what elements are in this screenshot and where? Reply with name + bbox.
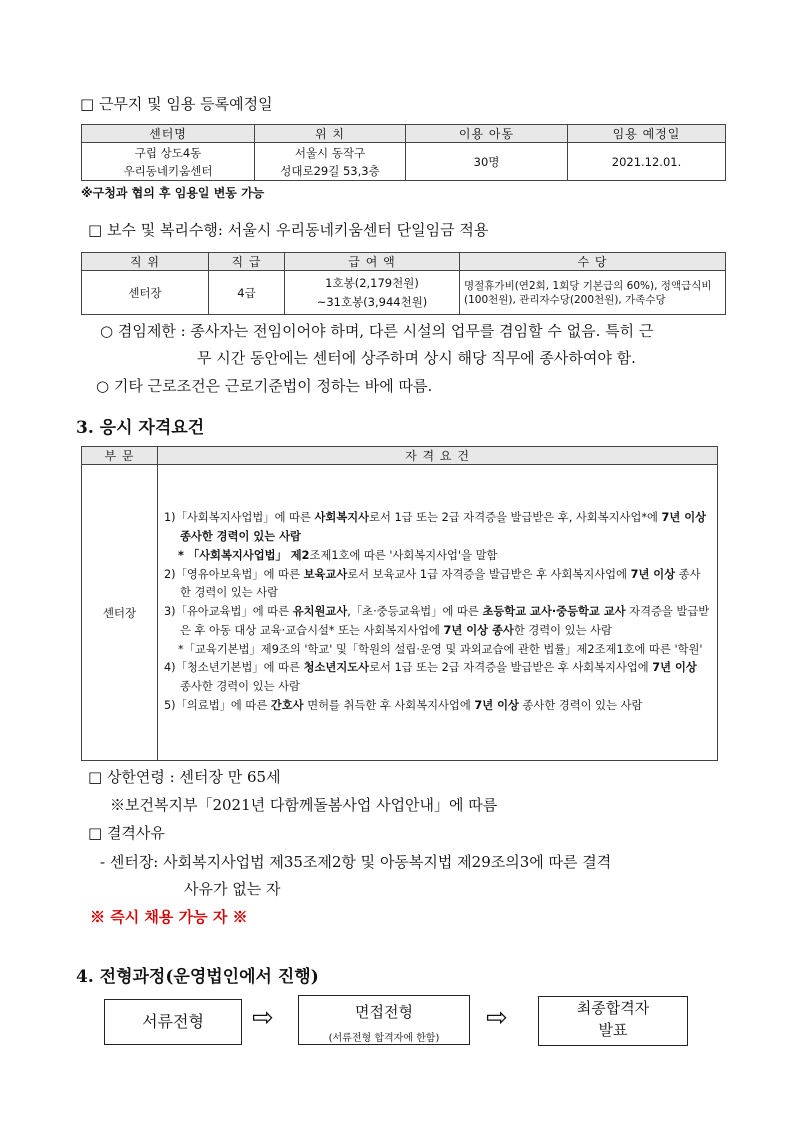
interview-sublabel: (서류전형 합격자에 한함) [328,1033,440,1044]
final-label-line2: 발표 [598,1021,628,1039]
section-workplace-title: □ 근무지 및 임용 등록예정일 [80,95,273,113]
requirement-item-1: 1)「사회복지사업법」에 따른 사회복지사로서 1급 또는 2급 자격증을 발급받은 후, 사회복지사업*에 7년 이상 종사한 경력이 있는 사람 [164,511,707,543]
age-limit-line: □ 상한연령 : 센터장 만 65세 [88,768,281,786]
cell-center-name [82,143,255,181]
process-step-interview [298,995,470,1045]
section3-title: 3. 응시 자격요건 [76,418,205,438]
requirement-note-1: * 「사회복지사업법」 제2조제1호에 따른 '사회복지사업'을 말함 [178,548,498,562]
cell-salary [285,271,460,315]
cell-position: 센터장 [82,271,209,315]
process-step-document: 서류전형 [104,999,242,1045]
workplace-note: ※구청과 협의 후 임용일 변동 가능 [81,186,265,200]
salary-line1: 1호봉(2,179천원) [325,275,419,290]
col-header-allowance: 수 당 [460,253,726,271]
col-header-requirements: 자 격 요 건 [158,447,718,465]
pay-note-line1: ○ 겸임제한 : 종사자는 전임이어야 하며, 다른 시설의 업무를 겸임할 수 없음. 특히 근 [100,322,654,340]
col-header-position: 직 위 [82,253,209,271]
disqualification-line1: - 센터장: 사회복지사업법 제35조제2항 및 아동복지법 제29조의3에 따른 결격 [100,853,612,871]
pay-note-line2: 무 시간 동안에는 센터에 상주하며 상시 해당 직무에 종사하여야 함. [197,349,636,367]
pay-table [81,252,726,315]
qualification-table [81,446,718,761]
cell-dept: 센터장 [82,465,158,761]
salary-line2: ~31호봉(3,944천원) [316,294,428,309]
disqualification-title: □ 결격사유 [88,824,165,842]
requirement-note-3: *「교육기본법」제9조의 '학교' 및「학원의 설립·운영 및 과외교습에 관한 법률」제2조제1호에 따른 '학원' [178,642,703,656]
cell-appointment-date: 2021.12.01. [568,143,726,181]
disqualification-line2: 사유가 없는 자 [184,880,281,898]
age-limit-source: ※보건복지부「2021년 다함께돌봄사업 사업안내」에 따름 [110,796,498,814]
process-step-final [538,996,688,1046]
cell-allowance: 명절휴가비(연2회, 1회당 기본급의 60%), 정액급식비(100천원), 관리자수당(200천원), 가족수당 [460,271,726,315]
col-header-center: 센터명 [82,125,255,143]
cell-grade: 4급 [209,271,285,315]
interview-label: 면접전형 [355,1003,413,1021]
workplace-table [81,124,726,181]
location-line1: 서울시 동작구 [294,145,366,160]
cell-children: 30명 [406,143,568,181]
cell-requirements [158,465,718,761]
col-header-children: 이용 아동 [406,125,568,143]
center-name-line2: 우리동네키움센터 [123,163,213,178]
arrow-right-icon: ⇨ [486,1003,508,1033]
arrow-right-icon: ⇨ [252,1003,274,1033]
requirement-item-4: 4)「청소년기본법」에 따른 청소년지도사로서 1급 또는 2급 자격증을 발급받은 후 사회복지사업에 7년 이상 종사한 경력이 있는 사람 [164,661,697,694]
requirement-item-3: 3)「유아교육법」에 따른 유치원교사,「초·중등교육법」에 따른 초등학교 교사·중등학교 교사 자격증을 발급받은 후 아동 대상 교육·교습시설* 또는 사회복지사업에 7년 이상 종사한 경력이 있는 사람 [164,605,710,637]
requirement-item-2: 2)「영유아보육법」에 따른 보육교사로서 보육교사 1급 자격증을 발급받은 후 사회복지사업에 7년 이상 종사한 경력이 있는 사람 [164,567,701,600]
col-header-grade: 직 급 [209,253,285,271]
col-header-date: 임용 예정일 [568,125,726,143]
col-header-salary: 급 여 액 [285,253,460,271]
col-header-dept: 부 문 [82,447,158,465]
section-pay-title: □ 보수 및 복리수행: 서울시 우리동네키움센터 단일임금 적용 [88,221,489,239]
requirement-item-5: 5)「의료법」에 따른 간호사 면허를 취득한 후 사회복지사업에 7년 이상 종사한 경력이 있는 사람 [164,699,643,713]
col-header-location: 위 치 [255,125,406,143]
pay-note-line3: ○ 기타 근로조건은 근로기준법이 정하는 바에 따름. [96,377,433,395]
location-line2: 성대로29길 53,3층 [280,163,380,178]
cell-location [255,143,406,181]
immediate-hire-notice: ※ 즉시 채용 가능 자 ※ [90,908,248,926]
center-name-line1: 구립 상도4동 [134,145,202,160]
section4-title: 4. 전형과정(운영법인에서 진행) [76,967,319,987]
final-label-line1: 최종합격자 [576,999,650,1017]
